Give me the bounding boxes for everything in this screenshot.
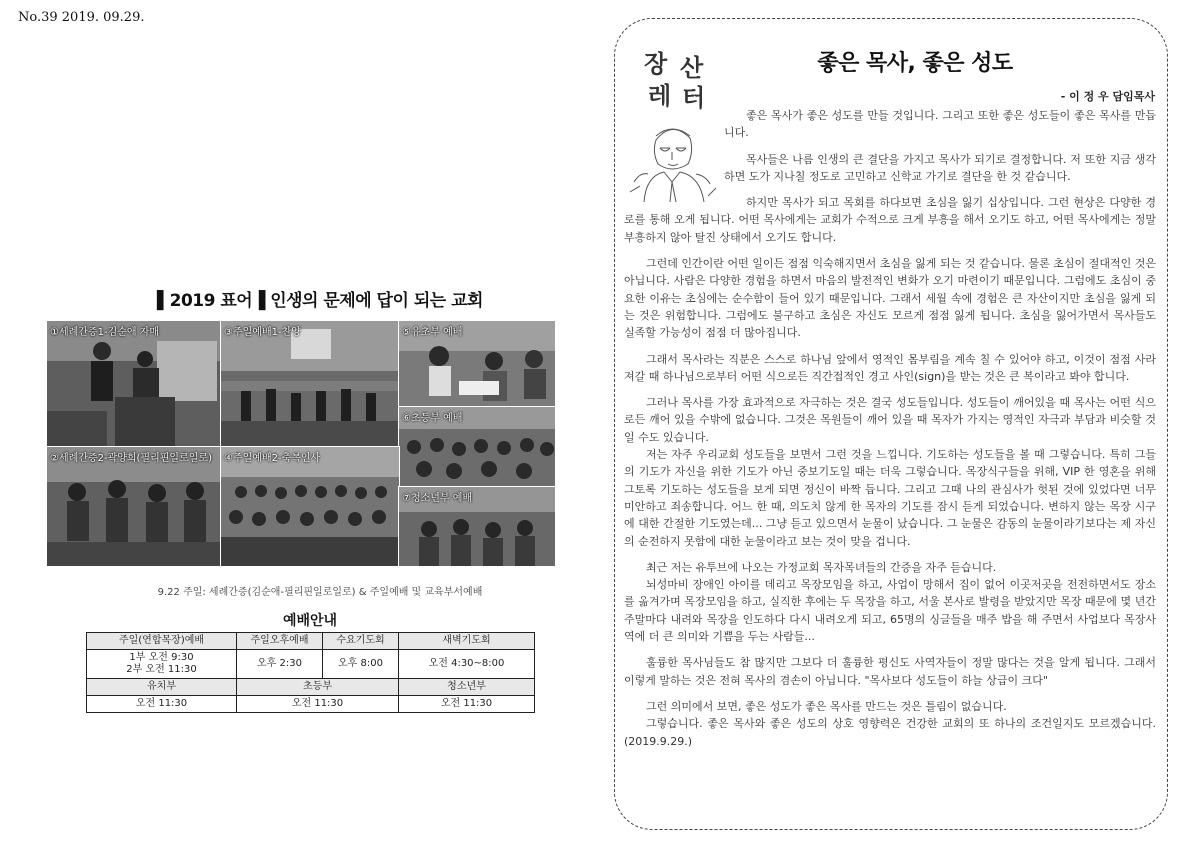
schedule-value-youth: 오전 11:30 [399,696,535,713]
schedule-header-elementary: 초등부 [237,679,399,696]
letter-paragraph: 그래서 목사라는 직분은 스스로 하나님 앞에서 영적인 몸부림을 계속 칠 수 있어야 하고, 이것이 점점 사라져갈 때 하나님으로부터 어떤 식으로든 직간접적인 경고 사인(sign)을 받는 것은 큰 복이라고 봐야 합니다. [624,352,1156,383]
letter-title: 좋은 목사, 좋은 성도 [817,51,1013,76]
letter-author: - 이 정 우 담임목사 [1060,90,1155,103]
photo-caption-1: ①세례간증1-김순애 자매 [50,327,160,338]
schedule-value-dawn-prayer: 오전 4:30~8:00 [399,650,535,679]
photo-caption-6: ⑥초등부 예배 [402,413,463,424]
badge-char-2: 산 [680,54,704,82]
photo-baptism-testimony-1 [46,320,222,448]
photo-caption-4: ④주일예배2-축복인사 [224,453,321,464]
schedule-value-elementary: 오전 11:30 [237,696,399,713]
worship-schedule [86,610,534,713]
issue-header: No.39 2019. 09.29. [18,10,145,25]
schedule-header-sunday-service: 주일(연합목장)예배 [87,633,237,650]
photo-collage [46,320,554,565]
badge-char-1: 장 [644,50,668,78]
letter-paragraph: 저는 자주 우리교회 성도들을 보면서 그런 것을 느낍니다. 기도하는 성도들을 볼 때 그렇습니다. 특히 그들의 기도가 자신을 위한 기도가 아닌 중보기도일 때는 더욱 그렇습니다. 목장식구들을 위해, VIP 한 영혼을 위해 그토록 기도하는 성도들을 보게 되면 정신이 바짝 듭니다. 그리고 그때 나의 관심사가 헛된 것에 있었다면 너무 미안하고 죄송합니다. 어느 한 때, 의도치 않게 한 목자의 기도를 잠시 듣게 되었습니다. 변하지 않는 목장 시구에 대한 간절한 기도였는데... 그냥 듣고 있으면서 눈물이 났습니다. 그 눈물은 감동의 눈물이라기보다는 제 자신의 순전하지 못함에 대한 눈물이라고 보는 것이 맞을 겁니다. [624,448,1156,548]
jangsan-letter-badge [640,44,714,112]
motto-title: ▌2019 표어▐ 인생의 문제에 답이 되는 교회 [157,291,483,311]
letter-paragraph: 훌륭한 목사님들도 참 많지만 그보다 더 훌륭한 평신도 사역자들이 정말 많다는 것을 알게 됩니다. 그래서 이렇게 말하는 것은 전혀 목사의 겸손이 아닙니다. "목사보다 성도들이 하늘 상급이 크다" [624,656,1156,687]
letter-paragraph: 그렇습니다. 좋은 목사와 좋은 성도의 상호 영향력은 건강한 교회의 또 하나의 조건일지도 모르겠습니다.(2019.9.29.) [624,717,1156,748]
photo-youth-worship [398,486,556,567]
schedule-header-sunday-afternoon: 주일오후예배 [237,633,323,650]
schedule-header-kindergarten: 유치부 [87,679,237,696]
photo-caption-2: ②세례간증2-곽양희(필리핀일로일로) [50,453,212,464]
schedule-value-wednesday-prayer: 오후 8:00 [323,650,399,679]
photo-worship-greeting [220,446,400,567]
letter-paragraph: 그런 의미에서 보면, 좋은 성도가 좋은 목사를 만드는 것은 틀림이 없습니다. [646,699,1007,713]
letter-paragraph: 그러나 목사를 가장 효과적으로 자극하는 것은 결국 성도들입니다. 성도들이 깨어있을 때 목사는 어떤 식으로든 깨어 있을 수밖에 없습니다. 그것은 목원들이 깨어 있을 때 목자가 가지는 영적인 자극과 부담과 비슷할 것일 수도 있습니다. [624,396,1156,444]
schedule-title: 예배안내 [282,613,338,629]
letter-body [624,107,1156,750]
schedule-value-sunday-service [87,650,237,679]
photo-baptism-testimony-2 [46,446,222,567]
schedule-value-kindergarten: 오전 11:30 [87,696,237,713]
sunday-first-service: 1부 오전 9:30 [129,652,194,663]
letter-paragraph: 최근 저는 유투브에 나오는 가정교회 목자목녀들의 간증을 자주 듣습니다. [646,560,997,574]
badge-char-3: 레 [648,82,672,110]
photo-caption-3: ③주일예배1-찬양 [224,327,301,338]
letter-paragraph: 좋은 목사가 좋은 성도를 만들 것입니다. 그리고 또한 좋은 성도들이 좋은 목사를 만듭니다. [724,109,1156,140]
photo-kindergarten-worship [398,320,556,408]
photo-elementary-worship [398,406,556,488]
badge-char-4: 터 [682,84,706,112]
photo-caption-5: ⑤유초부 예배 [402,327,463,338]
photo-collage-caption: 9.22 주일: 세례간증(김순애-필리핀일로일로) & 주일예배 및 교육부서예배 [157,587,483,598]
letter-paragraph: 하지만 목사가 되고 목회를 하다보면 초심을 잃기 십상입니다. 그런 현상은 다양한 경로를 통해 오게 됩니다. 어떤 목사에게는 교회가 수적으로 크게 부흥을 해서 오기도 하고, 어떤 목사에게는 정말 부흥하지 않아 탈진 상태에서 오기도 합니다. [624,196,1156,244]
schedule-header-wednesday-prayer: 수요기도회 [323,633,399,650]
schedule-table [86,632,535,713]
letter-paragraph: 뇌성마비 장애인 아이를 데리고 목장모임을 하고, 사업이 망해서 집이 없어 이곳저곳을 전전하면서도 장소를 옮겨가며 목장모임을 하고, 실직한 후에는 두 목장을 하고, 서울 본사로 발령을 받았지만 목장 때문에 몇 년간 주말마다 내려와 목장을 인도하다 다시 내려오게 되고, 65명의 싱글들을 매주 밥을 해 주면서 사업보다 목장사역에 더 큰 의미와 기쁨을 두는 사람들... [624,578,1156,644]
portrait-spacer [624,107,724,209]
schedule-header-dawn-prayer: 새벽기도회 [399,633,535,650]
schedule-header-youth: 청소년부 [399,679,535,696]
sunday-second-service: 2부 오전 11:30 [126,664,197,675]
schedule-value-sunday-afternoon: 오후 2:30 [237,650,323,679]
letter-paragraph: 그런데 인간이란 어떤 일이든 점점 익숙해지면서 초심을 잃게 되는 것 같습니다. 물론 초심이 절대적인 것은 아닙니다. 사람은 다양한 경험을 하면서 마음의 발전적인 변화가 오기 마련이기 때문입니다. 그럼에도 초심이 중요한 이유는 초심에는 순수함이 들어 있기 때문입니다. 그래서 세월 속에 경험은 큰 자산이지만 초심을 잃게 되는 것은 위험합니다. 그럼에도 불구하고 초심은 자신도 모르게 점점 잃게 됩니다. 초심을 잃어가면서 목사들도 실족할 가능성이 점점 더 많아집니다. [624,257,1156,340]
photo-worship-praise [220,320,400,448]
photo-caption-7: ⑦청소년부 예배 [402,493,473,504]
letter-paragraph: 목사들은 나름 인생의 큰 결단을 가지고 목사가 되기로 결정합니다. 저 또한 지금 생각하면 도가 지나칠 정도로 고민하고 신학교 가기로 결단을 한 것 같습니다. [724,152,1156,183]
